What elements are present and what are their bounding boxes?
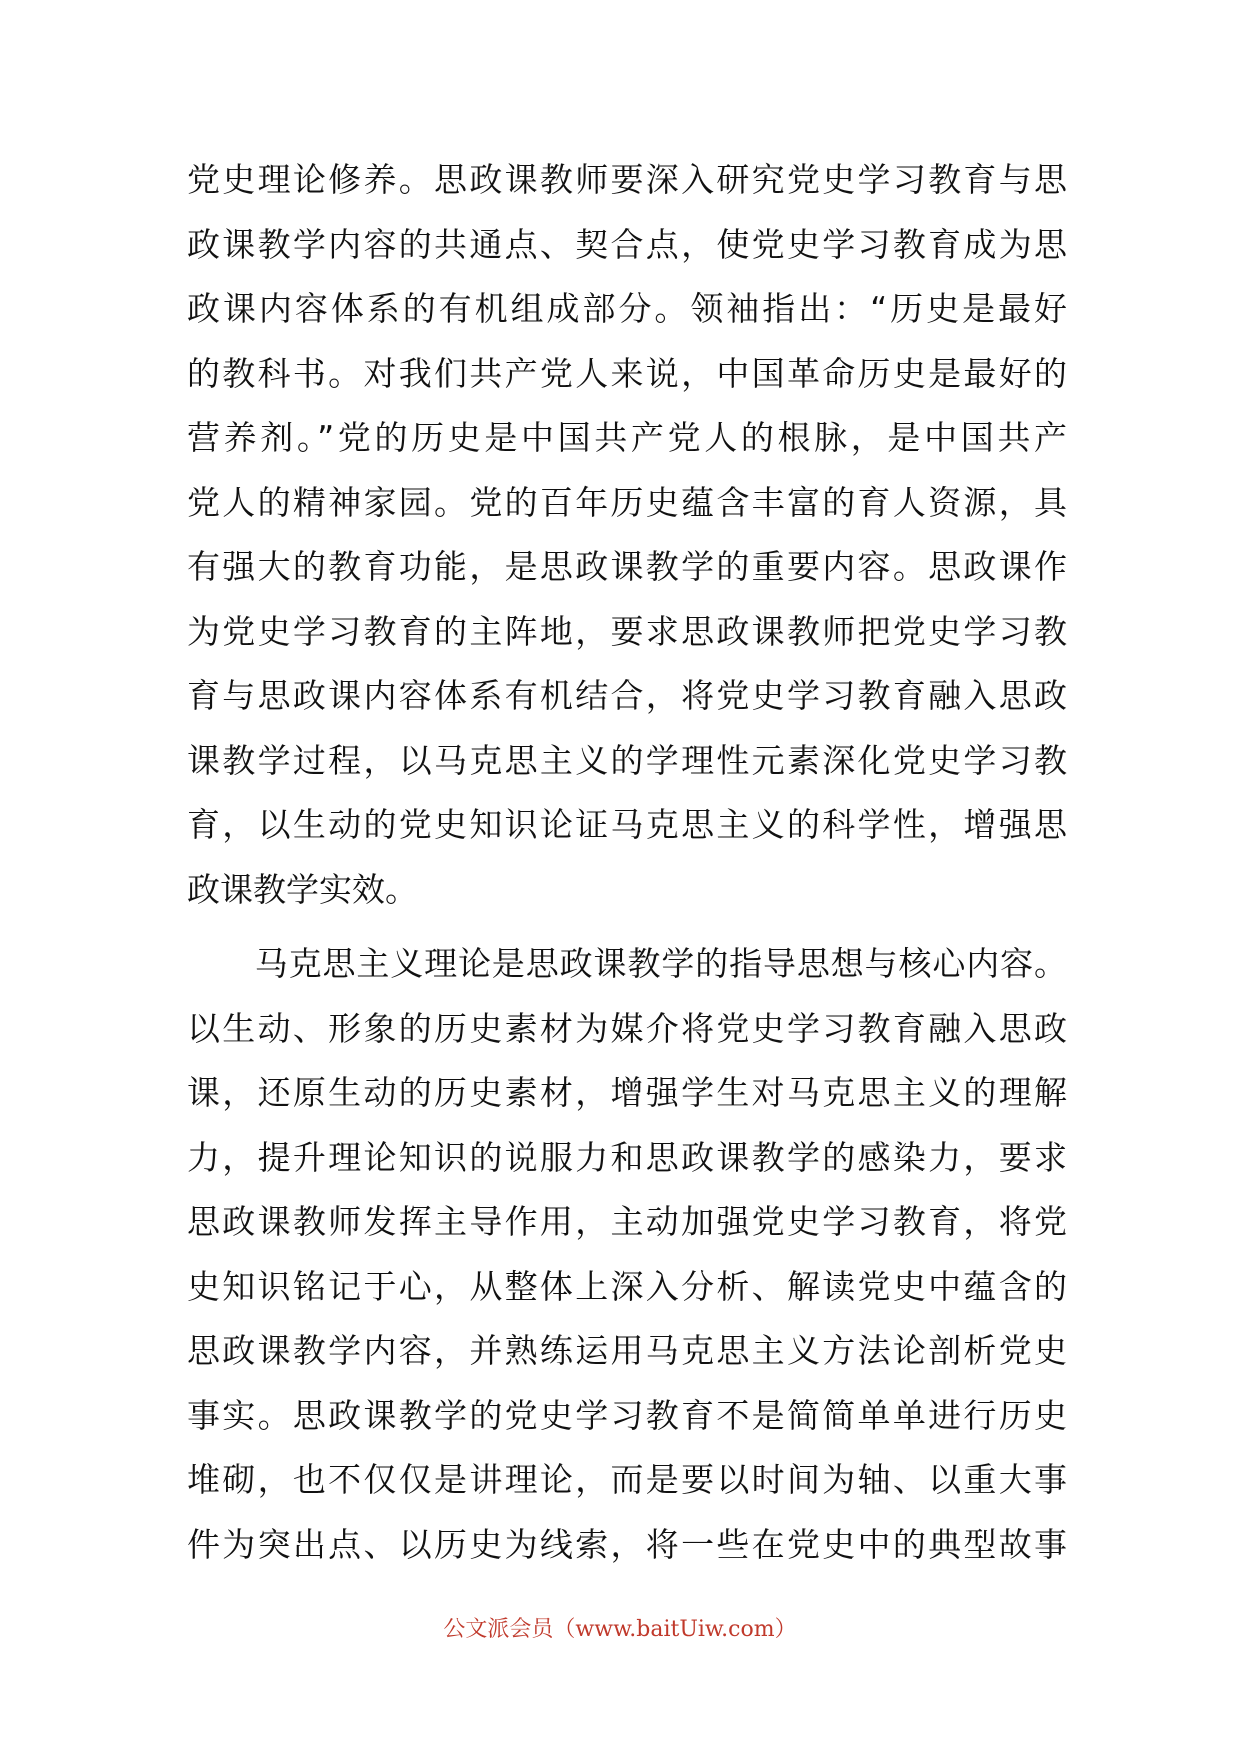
text-line: 为党史学习教育的主阵地，要求思政课教师把党史学习教: [187, 611, 1067, 651]
text-line: 课，还原生动的历史素材，增强学生对马克思主义的理解: [187, 1073, 1067, 1112]
text-line: 育，以生动的党史知识论证马克思主义的科学性，增强思: [187, 805, 1067, 844]
text-line: 育与思政课内容体系有机结合，将党史学习教育融入思政: [187, 676, 1067, 715]
text-line: 有强大的教育功能，是思政课教学的重要内容。思政课作: [187, 547, 1067, 586]
text-line: 党人的精神家园。党的百年历史蕴含丰富的育人资源，具: [187, 482, 1067, 522]
paragraph-1: [187, 148, 1067, 922]
paragraph-2: [187, 932, 1067, 1577]
text-line: 件为突出点、以历史为线索，将一些在党史中的典型故事: [187, 1524, 1067, 1564]
text-line: 力，提升理论知识的说服力和思政课教学的感染力，要求: [187, 1137, 1067, 1177]
text-line: 党史理论修养。思政课教师要深入研究党史学习教育与思: [187, 160, 1067, 199]
text-line: 思政课教学内容，并熟练运用马克思主义方法论剖析党史: [187, 1331, 1067, 1370]
text-line: 以生动、形象的历史素材为媒介将党史学习教育融入思政: [187, 1008, 1067, 1048]
text-line: 政课教学内容的共通点、契合点，使党史学习教育成为思: [187, 224, 1067, 264]
text-line: 马克思主义理论是思政课教学的指导思想与核心内容。: [187, 944, 1067, 983]
text-line: 事实。思政课教学的党史学习教育不是简简单单进行历史: [187, 1395, 1067, 1435]
document-body: [187, 148, 1067, 1577]
text-line: 思政课教师发挥主导作用，主动加强党史学习教育，将党: [187, 1202, 1067, 1241]
text-line: 史知识铭记于心，从整体上深入分析、解读党史中蕴含的: [187, 1266, 1067, 1306]
text-line: 堆砌，也不仅仅是讲理论，而是要以时间为轴、以重大事: [187, 1460, 1067, 1499]
footer-watermark: 公文派会员（www.baitUiw.com）: [443, 1617, 797, 1642]
text-line: 政课教学实效。: [187, 869, 418, 909]
text-line: 营养剂。”党的历史是中国共产党人的根脉，是中国共产: [187, 418, 1067, 457]
text-line: 政课内容体系的有机组成部分。领袖指出：“历史是最好: [187, 289, 1067, 328]
text-line: 课教学过程，以马克思主义的学理性元素深化党史学习教: [187, 740, 1067, 780]
text-line: 的教科书。对我们共产党人来说，中国革命历史是最好的: [187, 353, 1067, 393]
